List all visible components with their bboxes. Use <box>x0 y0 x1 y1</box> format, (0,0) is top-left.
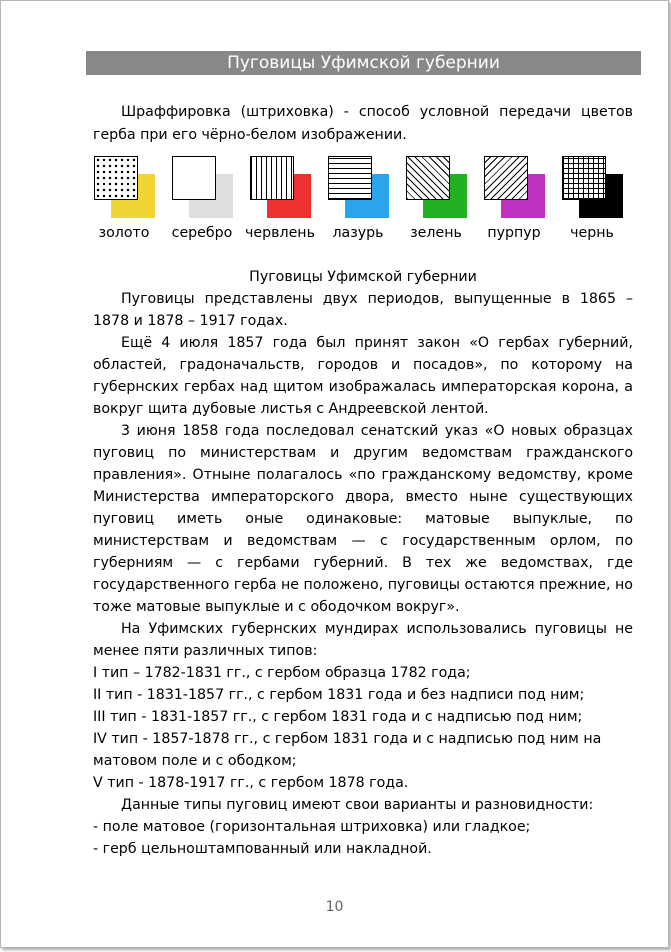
page-number: 10 <box>325 899 344 915</box>
intro-paragraph: Шраффировка (штриховка) - способ условной передачи цветов герба при его чёрно-белом изображении. <box>93 104 633 143</box>
list-item: - герб цельноштампованный или накладной. <box>93 841 432 857</box>
paragraph: Ещё 4 июля 1857 года был принят закон «О гербах губерний, областей, градоначальств, городов и посадов», по которому на губернских гербах над щитом изображалась императорская корона, а вокруг щита дубовые листья с Андреевской лентой. <box>93 335 633 417</box>
hatch-square <box>250 156 294 200</box>
paragraph: Данные типы пуговиц имеют свои варианты и разновидности: <box>121 797 594 813</box>
swatch-label-silver: серебро <box>171 225 233 241</box>
paragraph: Пуговицы представлены двух периодов, выпущенные в 1865 – 1878 и 1878 – 1917 годах. <box>93 291 633 329</box>
swatch-label-black: чернь <box>570 225 614 241</box>
variants-list <box>93 816 633 860</box>
swatch-black <box>562 156 624 218</box>
list-item: II тип - 1831-1857 гг., с гербом 1831 года и без надписи под ним; <box>93 687 585 703</box>
hatch-square <box>172 156 216 200</box>
paragraph: 3 июня 1858 года последовал сенатский указ «О новых образцах пуговиц по министерствам и другим ведомствам гражданского правления». Отныне полагалось «по гражданскому ведомству, кроме Министерства императорского двора, вместо ныне существующих пуговиц иметь оные одинаковые: матовые выпуклые, по министерствам и ведомствам — с государственным орлом, по губерниям — с гербами губерний. В тех же ведомствах, где государственного герба не положено, пуговицы остаются прежние, но тоже матовые выпуклые и с ободочком вокруг». <box>93 423 633 615</box>
body-text <box>93 288 633 860</box>
list-item: - поле матовое (горизонтальная штриховка) или гладкое; <box>93 819 531 835</box>
hatch-square <box>406 156 450 200</box>
list-item: III тип - 1831-1857 гг., с гербом 1831 года и с надписью под ним; <box>93 709 583 725</box>
paragraph: На Уфимских губернских мундирах использовались пуговицы не менее пяти различных типов: <box>93 621 633 659</box>
list-item: V тип - 1878-1917 гг., с гербом 1878 года. <box>93 775 409 791</box>
swatch-label-gold: золото <box>98 225 150 241</box>
swatch-label-green: зелень <box>410 225 462 241</box>
types-list <box>93 662 633 794</box>
swatch-purple <box>484 156 546 218</box>
hatch-square <box>484 156 528 200</box>
swatch-red <box>250 156 312 218</box>
hatch-square <box>328 156 372 200</box>
page-title: Пуговицы Уфимской губернии <box>86 51 641 75</box>
list-item: IV тип - 1857-1878 гг., с гербом 1831 года и с надписью под ним на матовом поле и с ободком; <box>93 731 602 769</box>
swatch-label-red: червлень <box>245 225 315 241</box>
swatch-blue <box>328 156 390 218</box>
swatch-label-purple: пурпур <box>487 225 541 241</box>
list-item: I тип – 1782-1831 гг., с гербом образца 1782 года; <box>93 665 471 681</box>
hatch-square <box>562 156 606 200</box>
swatch-silver <box>172 156 234 218</box>
swatch-gold <box>94 156 156 218</box>
swatch-green <box>406 156 468 218</box>
hatch-square <box>94 156 138 200</box>
section-heading: Пуговицы Уфимской губернии <box>249 269 477 285</box>
swatch-label-blue: лазурь <box>332 225 384 241</box>
